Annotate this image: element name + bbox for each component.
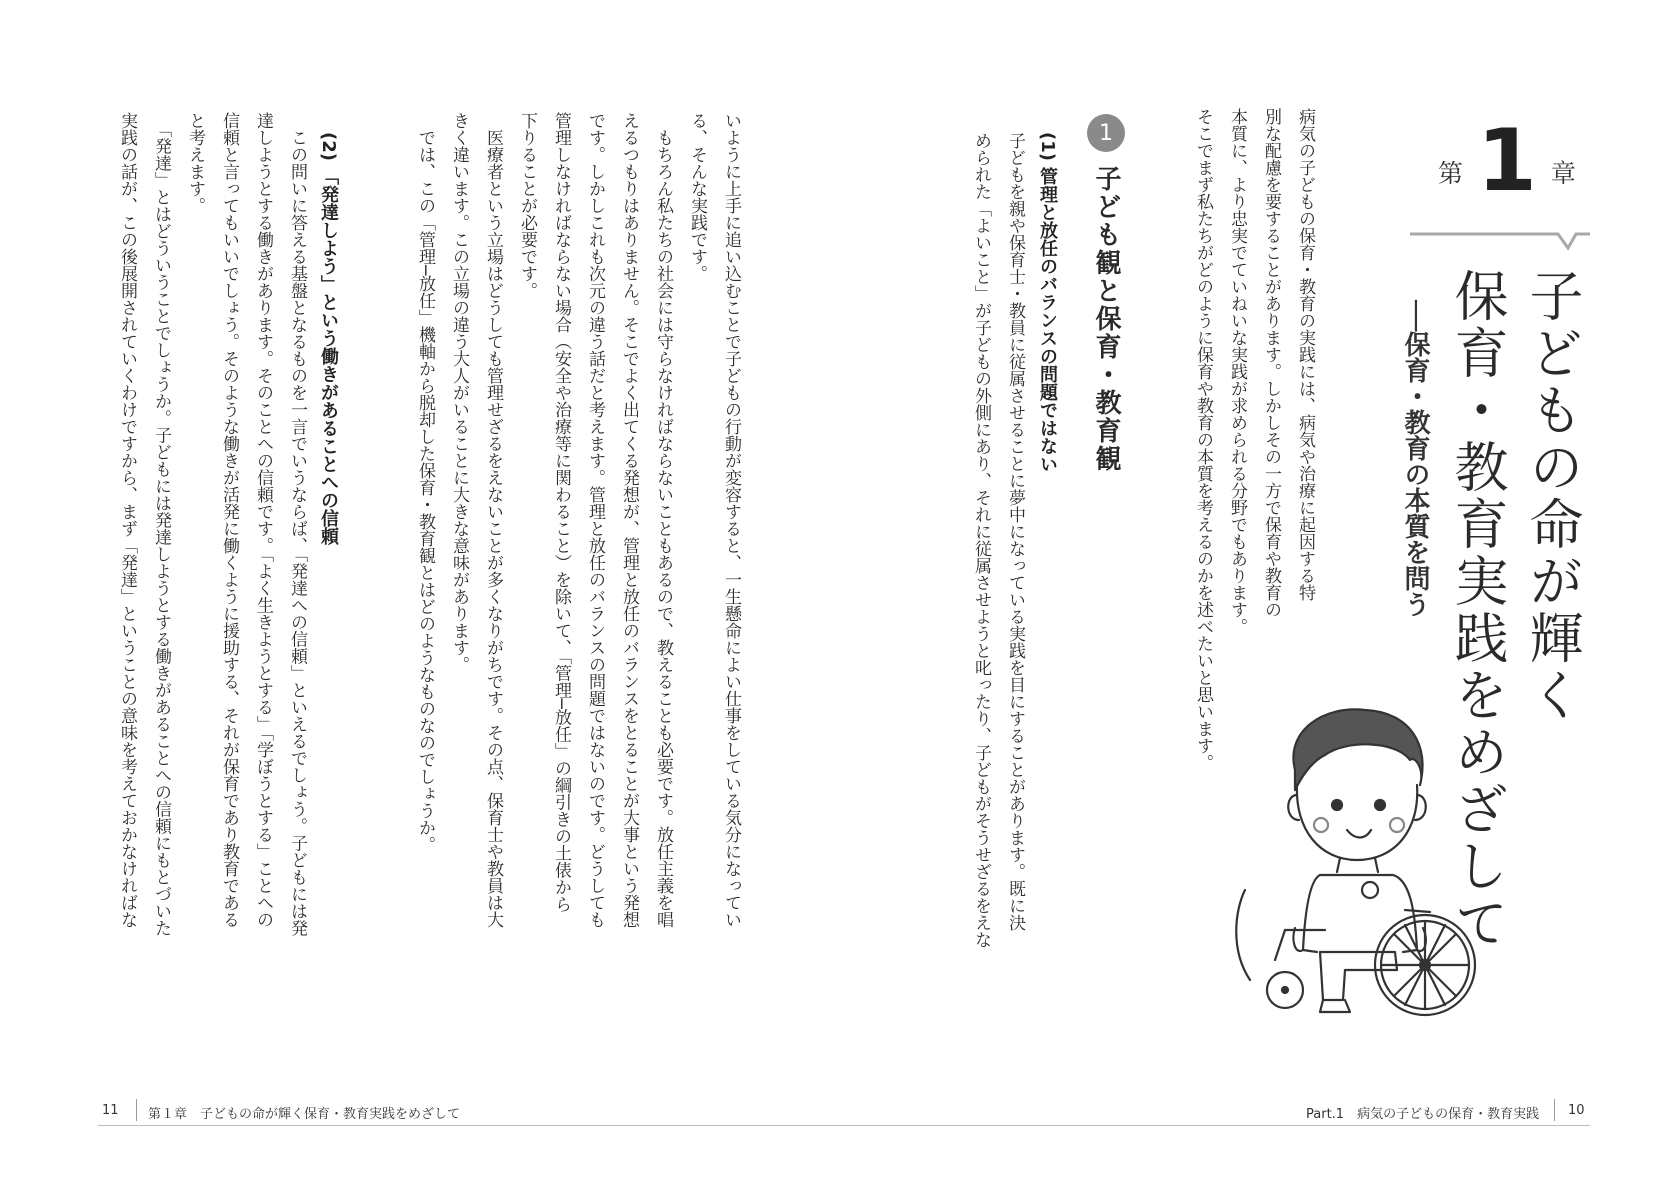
subsection-2-heading: (2) 「発達しよう」という働きがあることへの信頼	[318, 132, 339, 546]
body-line: められた「よいこと」が子どもの外側にあり、それに従属させようと叱ったり、子どもがそうせざるをえな	[971, 132, 991, 948]
body-line: 達しようとする働きがあります。そのことへの信頼です。「よく生きようとする」「学ぼうとする」ことへの	[253, 112, 273, 928]
body-line: では、この「管理─放任」機軸から脱却した保育・教育観とはどのようなものなのでしょうか。	[415, 112, 435, 854]
body-line: 実践の話が、この後展開されていくわけですから、まず「発達」ということの意味を考えておかなければな	[117, 112, 137, 928]
right-page-number: 10	[1568, 1103, 1585, 1118]
body-line: きく違います。この立場の違う大人がいることに大きな意味があります。	[449, 112, 469, 673]
section-number-badge: 1	[1087, 114, 1125, 152]
body-line: 「発達」とはどういうことでしょうか。子どもには発達しようとする働きがあることへの信頼にもとづいた	[151, 112, 171, 937]
left-running-title: 第１章 子どもの命が輝く保育・教育実践をめざして	[148, 1107, 461, 1122]
subsection-1-heading: (1) 管理と放任のバランスの問題ではない	[1037, 132, 1058, 474]
child-wheelchair-illustration	[1225, 700, 1485, 1020]
chapter-suffix: 章	[1550, 159, 1576, 188]
right-running-title: Part.1 病気の子どもの保育・教育実践	[1306, 1107, 1540, 1122]
body-line: です。しかしこれも次元の違う話だと考えます。管理と放任のバランスの問題ではないのです。どうしても	[585, 112, 605, 928]
intro-line: 病気の子どもの保育・教育の実践には、病気や治療に起因する特	[1295, 108, 1315, 601]
chapter-prefix: 第	[1438, 159, 1464, 188]
chapter-label	[1438, 111, 1576, 211]
footer-separator	[1554, 1099, 1555, 1121]
title-rule-decoration	[1410, 232, 1590, 252]
body-line: いように上手に追い込むことで子どもの行動が変容すると、一生懸命によい仕事をしている気分になってい	[721, 112, 741, 928]
body-line: この問いに答える基盤となるものを一言でいうならば、「発達への信頼」といえるでしょう。子どもには発	[287, 112, 307, 937]
body-line: 管理しなければならない場合（安全や治療等に関わること）を除いて、「管理─放任」の綱引きの土俵から	[551, 112, 571, 913]
body-line: 下りることが必要です。	[517, 112, 537, 299]
intro-line: そこでまず私たちがどのように保育や教育の本質を考えるのかを述べたいと思います。	[1193, 108, 1213, 771]
body-line: る、そんな実践です。	[687, 112, 707, 282]
body-line: と考えます。	[185, 112, 205, 214]
chapter-number: 1	[1477, 111, 1537, 211]
body-line: 子どもを親や保育士・教員に従属させることに夢中になっている実践を目にすることがあります。既に決	[1005, 132, 1025, 931]
intro-line: 本質に、より忠実でていねいな実践が求められる分野でもあります。	[1227, 108, 1247, 635]
chapter-title-line-1: 子どもの命が輝く	[1521, 268, 1584, 724]
footer-rule	[98, 1125, 1590, 1126]
section-title: 子ども観と保育・教育観	[1091, 165, 1121, 473]
body-line: もちろん私たちの社会には守らなければならないこともあるので、教えることも必要です。放任主義を唱	[653, 112, 673, 928]
footer-separator	[136, 1099, 137, 1121]
body-line: 信頼と言ってもいいでしょう。そのような働きが活発に働くように援助する、それが保育であり教育である	[219, 112, 239, 928]
intro-line: 別な配慮を要することがあります。しかしその一方で保育や教育の	[1261, 108, 1281, 618]
body-line: えるつもりはありません。そこでよく出てくる発想が、管理と放任のバランスをとることが大事という発想	[619, 112, 639, 928]
body-line: 医療者という立場はどうしても管理せざるをえないことが多くなりがちです。その点、保育士や教員は大	[483, 112, 503, 928]
chapter-title-line-2: 保育・教育実践をめざして	[1446, 268, 1509, 952]
left-page-number: 11	[102, 1103, 119, 1118]
chapter-subtitle: ──保育・教育の本質を問う	[1400, 300, 1430, 618]
